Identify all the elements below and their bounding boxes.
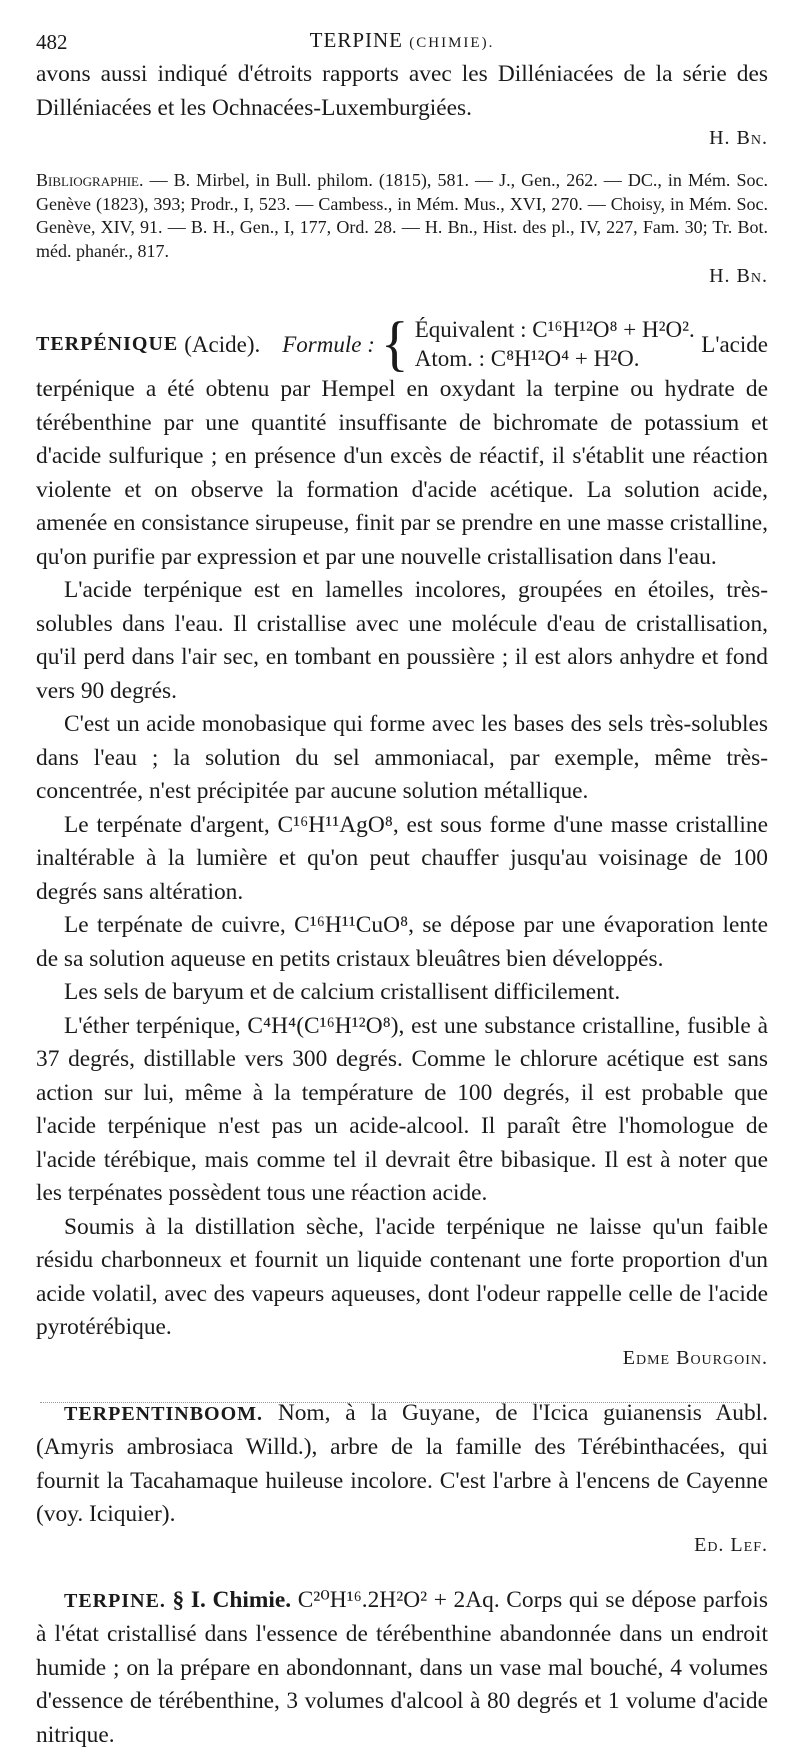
brace-icon: { bbox=[381, 314, 409, 375]
terpentinboom-paragraph bbox=[36, 1397, 768, 1532]
terpenique-p3: C'est un acide monobasique qui forme avec les bases des sels très-solubles dans l'eau ; la solution du sel ammoniacal, par exemple, même très-concentrée, n'est précipitée par aucune solution métallique. bbox=[36, 708, 768, 809]
formule-label: Formule : bbox=[282, 330, 375, 359]
terpenique-p2: L'acide terpénique est en lamelles incolores, groupées en étoiles, très-solubles dans l'eau. Il cristallise avec une molécule d'eau de cristallisation, qu'il perd dans l'air sec, en tombant en poussière ; il est alors anhydre et fond vers 90 degrés. bbox=[36, 574, 768, 708]
terpine-text: C²⁰H¹⁶.2H²O² + 2Aq. Corps qui se dépose parfois à l'état cristallisé dans l'essence de térébenthine abandonnée dans un endroit humide ; on la prépare en abondonnant, dans un vase mal bouché, 4 volumes d'essence de térébenthine, 3 volumes d'alcool à 80 degrés et 1 volume d'acide nitrique. bbox=[36, 1587, 768, 1748]
running-header bbox=[36, 22, 768, 58]
running-title-word: TERPINE bbox=[310, 28, 403, 52]
formula bbox=[415, 315, 695, 373]
entry-terpine bbox=[36, 1584, 768, 1752]
bibliography-label: Bibliographie. bbox=[36, 170, 144, 190]
running-title bbox=[36, 28, 768, 53]
headword-terpine: TERPINE. bbox=[64, 1590, 166, 1612]
entry-terpenique bbox=[36, 315, 768, 1371]
running-title-paren: (CHIMIE). bbox=[409, 35, 494, 51]
page-number: 482 bbox=[36, 30, 68, 55]
headword-tag: (Acide). bbox=[184, 330, 260, 359]
bibliography bbox=[36, 169, 768, 263]
terpenique-signature: Edme Bourgoin. bbox=[36, 1345, 768, 1371]
bibliography-signature: H. Bn. bbox=[36, 263, 768, 289]
formula-atom: Atom. : C⁸H¹²O⁴ + H²O. bbox=[415, 344, 695, 373]
formula-line bbox=[36, 315, 768, 373]
footer-rule bbox=[40, 1402, 740, 1403]
formula-equivalent: Équivalent : C¹⁶H¹²O⁸ + H²O². bbox=[415, 315, 695, 344]
entry-terpentinboom bbox=[36, 1397, 768, 1558]
terpenique-p5: Le terpénate de cuivre, C¹⁶H¹¹CuO⁸, se dépose par une évaporation lente de sa solution aqueuse en petits cristaux bleuâtres bien développés. bbox=[36, 909, 768, 976]
continuation-paragraph: avons aussi indiqué d'étroits rapports avec les Dilléniacées de la série des Dilléniacées et les Ochnacées-Luxemburgiées. bbox=[36, 58, 768, 125]
terpenique-p4: Le terpénate d'argent, C¹⁶H¹¹AgO⁸, est sous forme d'une masse cristalline inaltérable à la lumière et qu'on peut chauffer jusqu'au voisinage de 100 degrés sans altération. bbox=[36, 809, 768, 910]
terpenique-p6: Les sels de baryum et de calcium cristallisent difficilement. bbox=[36, 976, 768, 1010]
headword-terpenique: TERPÉNIQUE bbox=[36, 330, 178, 359]
terpentinboom-text: Nom, à la Guyane, de l'Icica guianensis Aubl. (Amyris ambrosiaca Willd.), arbre de la famille des Térébinthacées, qui fournit la Tacahamaque huileuse incolore. C'est l'arbre à l'encens de Cayenne (voy. Iciquier). bbox=[36, 1400, 768, 1528]
terpenique-p7: L'éther terpénique, C⁴H⁴(C¹⁶H¹²O⁸), est une substance cristalline, fusible à 37 degrés, distillable vers 300 degrés. Comme le chlorure acétique est sans action sur lui, même à la température de 100 degrés, il est probable que l'acide terpénique n'est pas un acide-alcool. Il paraît être l'homologue de l'acide térébique, mais comme tel il devrait être bibasique. Il est à noter que les terpénates possèdent tous une réaction acide. bbox=[36, 1010, 768, 1211]
page bbox=[36, 22, 768, 1752]
formula-after-text: L'acide bbox=[701, 330, 768, 359]
terpine-section: § I. Chimie. bbox=[173, 1587, 292, 1613]
bibliography-text: — B. Mirbel, in Bull. philom. (1815), 581. — J., Gen., 262. — DC., in Mém. Soc. Genève (1823), 393; Prodr., I, 523. — Cambess., in Mém. Mus., XVI, 270. — Choisy, in Mém. Soc. Genève, XIV, 91. — B. H., Gen., I, 177, Ord. 28. — H. Bn., Hist. des pl., IV, 227, Fam. 30; Tr. Bot. méd. phanér., 817. bbox=[36, 170, 768, 261]
terpentinboom-signature: Ed. Lef. bbox=[36, 1532, 768, 1558]
terpenique-p8: Soumis à la distillation sèche, l'acide terpénique ne laisse qu'un faible résidu charbonneux et fournit un liquide contenant une forte proportion d'un acide volatil, avec des vapeurs aqueuses, dont l'odeur rappelle celle de l'acide pyrotérébique. bbox=[36, 1211, 768, 1345]
headword-terpentinboom: TERPENTINBOOM. bbox=[64, 1403, 263, 1425]
terpine-paragraph bbox=[36, 1584, 768, 1752]
terpenique-p1: terpénique a été obtenu par Hempel en oxydant la terpine ou hydrate de térébenthine par une quantité insuffisante de bichromate de potassium et d'acide sulfurique ; en présence d'un excès de réactif, il s'établit une réaction violente et on observe la formation d'acide acétique. La solution acide, amenée en consistance sirupeuse, finit par se prendre en une masse cristalline, qu'on purifie par expression et par une nouvelle cristallisation dans l'eau. bbox=[36, 373, 768, 574]
signature-top: H. Bn. bbox=[36, 125, 768, 151]
